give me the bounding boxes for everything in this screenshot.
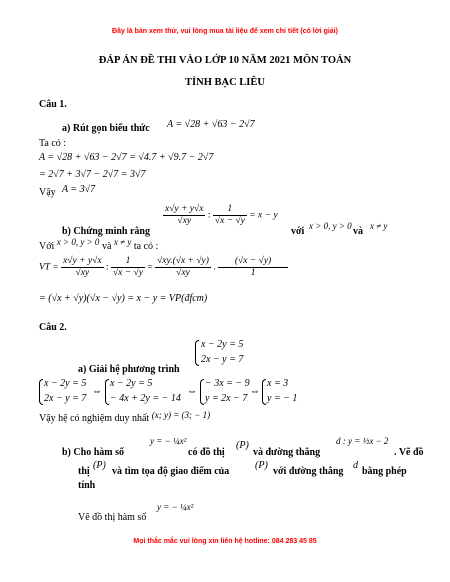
q2a-label: a) Giải hệ phương trình <box>78 364 180 375</box>
q2b-text2: có đồ thị <box>188 447 225 458</box>
chain-4-eq1: x = 3 <box>267 378 289 389</box>
q1b-proof-line2: = (√x + √y)(√x − √y) = x − y = VP(đfcm) <box>39 293 208 304</box>
chain-brace-1 <box>39 379 43 405</box>
q2b-P2: (P) <box>93 460 106 471</box>
equivalence-arrow: ⇔ <box>250 386 260 397</box>
question-1-heading: Câu 1. <box>39 99 67 110</box>
q1b-va: và <box>353 226 363 237</box>
q2b-line-equation: d : y = ½x − 2 <box>336 436 389 446</box>
page-title: ĐÁP ÁN ĐỀ THI VÀO LỚP 10 NĂM 2021 MÔN TOÁN <box>98 55 352 66</box>
q1a-expression: A = √28 + √63 − 2√7 <box>167 119 255 130</box>
q2b-text3: và đường thẳng <box>253 447 321 458</box>
hotline-notice: Mọi thắc mắc vui lòng xin liên hệ hotline: 084 283 45 85 <box>133 538 317 545</box>
chain-1-eq2: 2x − y = 7 <box>44 393 87 404</box>
system-eq2: 2x − y = 7 <box>201 354 244 365</box>
chain-3-eq1: − 3x = − 9 <box>205 378 250 389</box>
q1b-expression: $\frac{x√y + y√x}{√xy}$ : $\frac{1}{√x - √y}$ = x − y <box>165 204 278 226</box>
q1b-voi: với <box>291 226 305 237</box>
question-2-heading: Câu 2. <box>39 322 67 333</box>
q2b-P3: (P) <box>255 460 268 471</box>
equivalence-arrow: ⇔ <box>92 386 102 397</box>
q2b-draw-label: Vẽ đồ thị hàm số <box>78 512 147 523</box>
q1b-condition: x > 0, y > 0 <box>309 221 352 231</box>
chain-1-eq1: x − 2y = 5 <box>44 378 87 389</box>
q1b-proof-line1: VT = $\frac{x√y + y√x}{√xy}$ : $\frac{1}{√x - √y}$ = $\frac{√xy.(√x + √y)}{√xy}$ . $\frac{(√x - √y)}{1}$ <box>39 256 288 279</box>
chain-4-eq2: y = − 1 <box>267 393 298 404</box>
system-eq1: x − 2y = 5 <box>201 339 244 350</box>
q1a-taco: Ta có : <box>39 138 67 149</box>
q2b-d: d <box>353 460 358 471</box>
q2b-text6: và tìm tọa độ giao điểm của <box>112 466 230 477</box>
q1a-conclusion-label: Vậy <box>39 187 56 198</box>
q1a-conclusion: A = 3√7 <box>62 184 96 195</box>
q2b-P: (P) <box>236 440 249 451</box>
q1a-label: a) Rút gọn biểu thức <box>62 123 150 134</box>
q2b-line1: b) Cho hàm số <box>62 447 124 458</box>
q2b-text4: . Vẽ đồ <box>394 447 424 458</box>
chain-2-eq2: − 4x + 2y = − 14 <box>110 393 181 404</box>
chain-brace-3 <box>200 379 204 405</box>
system-brace <box>195 340 199 366</box>
q1a-line2: = 2√7 + 3√7 − 2√7 = 3√7 <box>39 169 146 180</box>
chain-brace-2 <box>105 379 109 405</box>
chain-brace-4 <box>262 379 266 405</box>
page-subtitle: TỈNH BẠC LIÊU <box>185 77 265 88</box>
q1a-line1: A = √28 + √63 − 2√7 = √4.7 + √9.7 − 2√7 <box>39 152 214 163</box>
q2b-text9: tính <box>78 480 96 491</box>
preview-notice: Đây là bản xem thử, vui lòng mua tài liệu để xem chi tiết (có lời giải) <box>112 28 338 35</box>
q2b-function: y = − ¼x² <box>150 436 187 446</box>
chain-3-eq2: y = 2x − 7 <box>205 393 248 404</box>
q2b-text8: bằng phép <box>362 466 407 477</box>
equivalence-arrow: ⇔ <box>187 386 197 397</box>
q1b-label: b) Chứng minh rằng <box>62 226 150 237</box>
q2b-text5: thị <box>78 466 90 477</box>
q2a-conclusion: Vậy hệ có nghiệm duy nhất (x; y) = (3; − 1) <box>39 410 211 424</box>
q1b-condition2: x ≠ y <box>370 221 388 231</box>
chain-2-eq1: x − 2y = 5 <box>110 378 153 389</box>
q1b-voi-line: Với x > 0, y > 0 và x ≠ y ta có : <box>39 237 159 252</box>
q2b-draw-function: y = − ¼x² <box>157 502 194 512</box>
q2b-text7: với đường thẳng <box>273 466 344 477</box>
